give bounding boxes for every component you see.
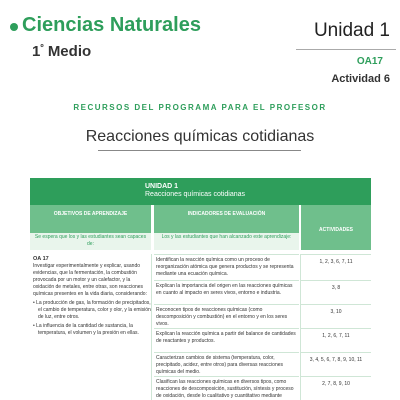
- objective-code: OA 17: [33, 256, 49, 262]
- grade-word: Medio: [47, 43, 92, 60]
- indicator-row: Identifican la reacción química como un proceso de reorganización atómica que genera productos y se representa mediante una ecuación química.: [154, 254, 299, 280]
- objective-cell: [30, 254, 152, 400]
- activities-cell: 2, 7, 8, 9, 10: [301, 376, 371, 400]
- objective-text: Investigar experimentalmente y explicar, usando evidencias, que la fermentación, la combustión provocada por un motor y un calefactor, y la oxidación de metales, entre otras, son reacciones químicas presentes en la vida diaria, considerando:: [33, 263, 147, 297]
- indicator-row: Reconocen tipos de reacciones químicas (como descomposición y combustión) en el entorno y en los seres vivos.: [154, 304, 299, 328]
- table-unit-header: [30, 178, 371, 205]
- indicator-row: Clasifican las reacciones químicas en diversos tipos, como reacciones de descomposición, sustitución, síntesis y proceso de oxidación, desde lo cualitativo y cuantitativo mediante: [154, 376, 299, 400]
- header-divider: [296, 49, 396, 50]
- column-header-objectives: OBJETIVOS DE APRENDIZAJE: [30, 205, 151, 233]
- objective-bullet: • La influencia de la cantidad de sustancia, la temperatura, el volumen y la presión en ellas.: [33, 323, 139, 336]
- subheader-indicators: Los y las estudiantes que han alcanzado este aprendizaje:: [154, 233, 299, 250]
- indicator-row: Caracterizan cambios de sistema (temperatura, color, precipitado, acidez, entre otros) para diversas reacciones químicas del medio.: [154, 352, 299, 376]
- page-title: Reacciones químicas cotidianas: [85, 128, 315, 145]
- oa-code: OA17: [356, 56, 383, 67]
- objective-bullet: • La producción de gas, la formación de precipitados, el cambio de temperatura, color y olor, y la emisión de luz, entre otros.: [33, 300, 151, 320]
- activities-cell: 3, 4, 5, 6, 7, 8, 9, 10, 11: [301, 352, 371, 376]
- column-header-indicators: INDICADORES DE EVALUACIÓN: [154, 205, 299, 233]
- grade-label: [32, 42, 91, 60]
- indicator-row: Explican la importancia del origen en las reacciones químicas en cuanto al impacto en seres vivos, entorno e industria.: [154, 280, 299, 304]
- bullet-dot-icon: [10, 23, 18, 31]
- subheader-objectives: Se espera que los y las estudiantes sean capaces de:: [30, 233, 151, 250]
- indicator-row: Explican la reacción química a partir del balance de cantidades de reactantes y productos.: [154, 328, 299, 352]
- activities-cell: 1, 2, 3, 6, 7, 11: [301, 254, 371, 280]
- activities-cell: 3, 8: [301, 280, 371, 304]
- activities-cell: 1, 2, 6, 7, 11: [301, 328, 371, 352]
- curriculum-table: [30, 178, 371, 400]
- activities-cell: 3, 10: [301, 304, 371, 328]
- unit-label: Unidad 1: [313, 20, 390, 41]
- grade-suffix: º: [40, 42, 44, 52]
- title-underline: [98, 150, 301, 151]
- subject-title: Ciencias Naturales: [22, 14, 201, 36]
- activity-label: Actividad 6: [331, 73, 390, 85]
- grade-number: 1: [32, 43, 41, 60]
- table-unit-name: Reacciones químicas cotidianas: [145, 191, 245, 198]
- section-label: RECURSOS DEL PROGRAMA PARA EL PROFESOR: [73, 103, 327, 112]
- column-header-activities: ACTIVIDADES: [301, 205, 371, 250]
- table-unit-number: UNIDAD 1: [145, 183, 179, 190]
